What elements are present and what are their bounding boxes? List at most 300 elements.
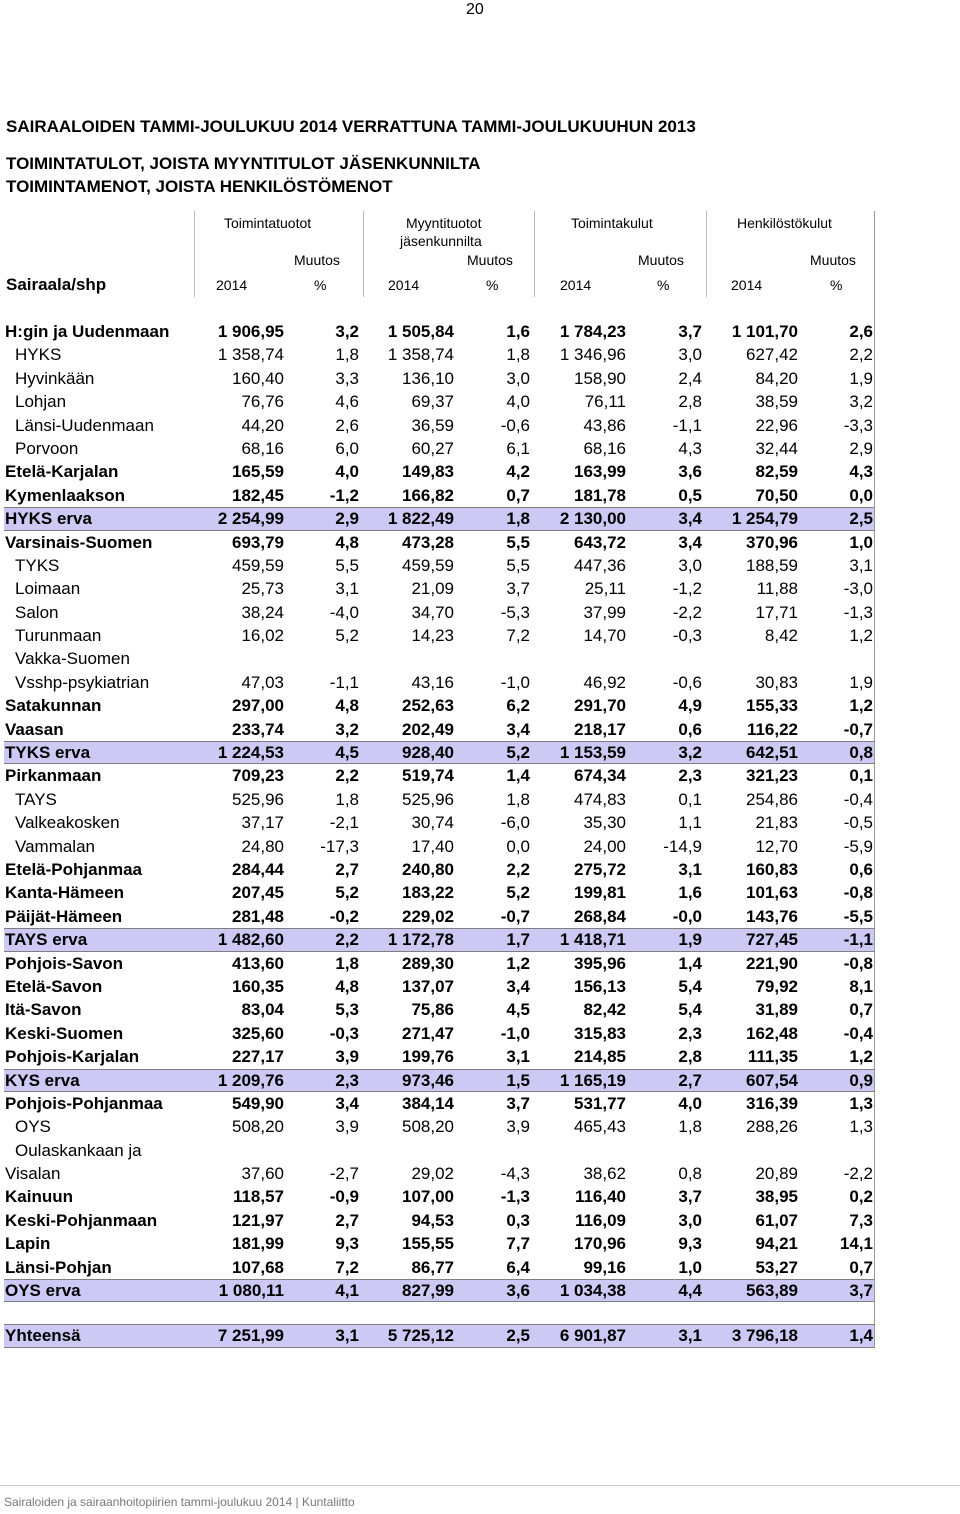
row-name: Salon — [15, 602, 59, 622]
value-change-pct: -0,7 — [843, 719, 873, 739]
value-change-pct: 3,4 — [506, 976, 530, 996]
row-name: Hyvinkään — [15, 368, 95, 388]
value-change-pct: 3,7 — [506, 1093, 530, 1113]
value-change-pct: 0,7 — [849, 1257, 873, 1277]
value-2014: 149,83 — [402, 462, 454, 482]
value-change-pct: 3,7 — [678, 1187, 702, 1207]
value-change-pct: 4,0 — [506, 392, 530, 412]
value-2014: 8,42 — [764, 626, 798, 646]
value-2014: 315,83 — [574, 1023, 626, 1043]
hospital-finance-table — [4, 211, 875, 1348]
table-row — [4, 1185, 875, 1208]
row-name: Keski-Pohjanmaan — [5, 1210, 158, 1230]
value-2014: 1 101,70 — [731, 322, 798, 341]
value-change-pct: -2,2 — [672, 602, 702, 622]
row-name: Turunmaan — [15, 626, 102, 646]
value-change-pct: 5,4 — [678, 976, 702, 996]
row-name: Länsi-Uudenmaan — [15, 415, 154, 435]
value-2014: 291,70 — [574, 696, 626, 716]
value-change-pct: -0,4 — [843, 789, 873, 809]
value-2014: 973,46 — [402, 1070, 454, 1090]
row-name: Oulaskankaan ja — [15, 1140, 142, 1160]
value-change-pct: 9,3 — [335, 1234, 359, 1254]
value-change-pct: 1,5 — [506, 1070, 530, 1090]
value-2014: 61,07 — [755, 1210, 798, 1230]
value-change-pct: 1,4 — [506, 766, 530, 786]
value-change-pct: 2,9 — [335, 509, 359, 529]
value-2014: 43,16 — [411, 672, 454, 692]
row-name: Kainuun — [5, 1187, 73, 1207]
value-2014: 525,96 — [402, 789, 454, 809]
header-group-myyntituotot-line2: jäsenkunnilta — [400, 233, 482, 249]
value-change-pct: 6,4 — [506, 1257, 530, 1277]
value-change-pct: 5,2 — [335, 883, 359, 903]
value-change-pct: 1,2 — [849, 626, 873, 646]
value-change-pct: 3,3 — [335, 368, 359, 388]
value-change-pct: -0,6 — [500, 415, 530, 435]
value-change-pct: 1,3 — [849, 1093, 873, 1113]
value-2014: 1 165,19 — [559, 1070, 626, 1090]
row-name: Valkeakosken — [15, 813, 120, 833]
row-name: Loimaan — [15, 579, 81, 599]
row-name: Pirkanmaan — [5, 766, 102, 786]
value-change-pct: -1,3 — [500, 1187, 530, 1207]
value-2014: 43,86 — [583, 415, 626, 435]
value-2014: 288,26 — [746, 1117, 798, 1137]
value-2014: 1 784,23 — [559, 322, 626, 341]
value-2014: 24,80 — [241, 836, 284, 856]
value-2014: 21,83 — [755, 813, 798, 833]
value-2014: 827,99 — [402, 1281, 454, 1301]
value-2014: 1 224,53 — [217, 743, 284, 763]
value-change-pct: -1,2 — [329, 485, 359, 505]
value-2014: 199,81 — [574, 883, 626, 903]
value-2014: 268,84 — [574, 906, 626, 926]
value-change-pct: 3,1 — [678, 859, 702, 879]
value-2014: 218,17 — [574, 719, 626, 739]
value-2014: 14,70 — [583, 626, 626, 646]
row-name: Satakunnan — [5, 696, 102, 716]
value-2014: 252,63 — [402, 696, 454, 716]
value-2014: 5 725,12 — [387, 1326, 454, 1346]
row-name: OYS erva — [5, 1281, 81, 1301]
value-change-pct: 3,6 — [678, 462, 702, 482]
value-change-pct: -0,3 — [672, 626, 702, 646]
value-2014: 549,90 — [232, 1093, 284, 1113]
value-2014: 137,07 — [402, 976, 454, 996]
value-2014: 413,60 — [232, 953, 284, 973]
value-change-pct: 2,7 — [678, 1070, 702, 1090]
value-2014: 1 034,38 — [559, 1281, 626, 1301]
value-change-pct: 2,6 — [849, 322, 873, 341]
value-2014: 29,02 — [411, 1164, 454, 1184]
value-change-pct: 3,0 — [678, 345, 702, 365]
value-change-pct: -2,1 — [329, 813, 359, 833]
header-pct: % — [830, 277, 843, 293]
value-2014: 116,09 — [574, 1210, 626, 1230]
row-name: KYS erva — [5, 1070, 80, 1090]
value-change-pct: -0,3 — [329, 1023, 359, 1043]
value-change-pct: -4,0 — [329, 602, 359, 622]
value-2014: 76,76 — [241, 392, 284, 412]
value-2014: 370,96 — [746, 532, 798, 552]
report-title: SAIRAALOIDEN TAMMI-JOULUKUU 2014 VERRATTUNA TAMMI-JOULUKUUHUN 2013 — [6, 117, 696, 136]
table-row — [4, 1092, 875, 1115]
value-2014: 32,44 — [755, 438, 798, 458]
value-2014: 24,00 — [583, 836, 626, 856]
row-name: Vakka-Suomen — [15, 649, 130, 669]
value-2014: 70,50 — [755, 485, 798, 505]
value-2014: 31,89 — [755, 1000, 798, 1020]
value-2014: 38,95 — [755, 1187, 798, 1207]
value-2014: 163,99 — [574, 462, 626, 482]
value-2014: 38,59 — [755, 392, 798, 412]
value-2014: 166,82 — [402, 485, 454, 505]
value-change-pct: 1,4 — [678, 953, 702, 973]
header-muutos: Muutos — [810, 252, 856, 268]
value-2014: 1 482,60 — [217, 930, 284, 950]
value-2014: 38,62 — [583, 1164, 626, 1184]
value-change-pct: 3,9 — [335, 1117, 359, 1137]
value-change-pct: 0,0 — [849, 485, 873, 505]
value-2014: 25,11 — [584, 579, 626, 599]
row-name-line2: Visalan — [5, 1164, 61, 1184]
value-2014: 297,00 — [232, 696, 284, 716]
value-change-pct: 1,8 — [335, 789, 359, 809]
footer-divider — [0, 1485, 960, 1486]
table-row — [4, 460, 875, 483]
value-2014: 75,86 — [411, 1000, 454, 1020]
value-change-pct: -0,4 — [843, 1023, 873, 1043]
value-change-pct: 2,3 — [678, 766, 702, 786]
table-row — [4, 905, 875, 928]
value-change-pct: 2,7 — [335, 1210, 359, 1230]
value-change-pct: -0,0 — [672, 906, 702, 926]
value-2014: 447,36 — [574, 555, 626, 575]
value-change-pct: 2,2 — [849, 345, 873, 365]
value-change-pct: 2,8 — [678, 392, 702, 412]
value-change-pct: 1,7 — [506, 930, 530, 950]
value-change-pct: 1,8 — [506, 345, 530, 365]
row-name: Kymenlaakson — [5, 485, 125, 505]
value-change-pct: 5,3 — [335, 1000, 359, 1020]
value-change-pct: 7,2 — [506, 626, 530, 646]
row-name: HYKS erva — [5, 509, 92, 529]
value-change-pct: -3,3 — [843, 415, 873, 435]
value-2014: 1 906,95 — [217, 322, 284, 341]
value-2014: 1 080,11 — [218, 1281, 284, 1301]
value-change-pct: 3,2 — [678, 743, 702, 763]
value-change-pct: 4,4 — [678, 1281, 702, 1301]
value-2014: 25,73 — [241, 579, 284, 599]
value-2014: 275,72 — [574, 859, 626, 879]
value-2014: 107,00 — [402, 1187, 454, 1207]
value-change-pct: -5,3 — [500, 602, 530, 622]
table-row — [4, 1209, 875, 1232]
row-name: Yhteensä — [5, 1326, 81, 1346]
value-2014: 1 209,76 — [217, 1070, 284, 1090]
header-muutos: Muutos — [638, 252, 684, 268]
value-2014: 2 130,00 — [559, 509, 626, 529]
row-name: Etelä-Pohjanmaa — [5, 859, 142, 879]
value-change-pct: -1,0 — [500, 1023, 530, 1043]
table-row — [4, 952, 875, 975]
value-change-pct: 1,9 — [849, 368, 873, 388]
row-name: Etelä-Karjalan — [5, 462, 119, 482]
table-row — [4, 367, 875, 390]
value-2014: 2 254,99 — [217, 509, 284, 529]
value-2014: 233,74 — [232, 719, 284, 739]
table-row — [4, 320, 875, 343]
value-2014: 642,51 — [746, 743, 798, 763]
value-2014: 531,77 — [574, 1093, 626, 1113]
value-change-pct: 0,7 — [506, 485, 530, 505]
value-change-pct: 1,9 — [678, 930, 702, 950]
value-2014: 214,85 — [574, 1047, 626, 1067]
table-row — [4, 531, 875, 554]
table-row — [4, 577, 875, 600]
header-year: 2014 — [388, 277, 420, 293]
row-name: Keski-Suomen — [5, 1023, 124, 1043]
value-change-pct: 3,9 — [335, 1047, 359, 1067]
row-name: TYKS erva — [5, 743, 91, 763]
value-2014: 155,55 — [402, 1234, 454, 1254]
header-row-label: Sairaala/shp — [6, 275, 107, 294]
table-row — [4, 1256, 875, 1279]
value-change-pct: 7,3 — [849, 1210, 873, 1230]
value-change-pct: 0,2 — [849, 1187, 873, 1207]
value-change-pct: -0,2 — [329, 906, 359, 926]
value-change-pct: 0,8 — [849, 743, 873, 763]
value-change-pct: 3,1 — [506, 1047, 530, 1067]
value-change-pct: 4,0 — [335, 462, 359, 482]
value-2014: 240,80 — [402, 859, 454, 879]
table-row — [4, 881, 875, 904]
value-2014: 1 822,49 — [387, 509, 454, 529]
value-change-pct: 3,2 — [849, 392, 873, 412]
table-row — [4, 671, 875, 694]
value-change-pct: 5,2 — [335, 626, 359, 646]
table-summary-row — [4, 741, 875, 764]
table-row — [4, 788, 875, 811]
table-row — [4, 1302, 875, 1324]
value-2014: 202,49 — [402, 719, 454, 739]
value-change-pct: -0,9 — [329, 1187, 359, 1207]
value-2014: 519,74 — [402, 766, 454, 786]
value-2014: 47,03 — [241, 672, 284, 692]
value-2014: 182,45 — [232, 485, 284, 505]
value-change-pct: -1,1 — [672, 415, 702, 435]
table-row — [4, 624, 875, 647]
value-2014: 321,23 — [746, 766, 798, 786]
value-change-pct: 5,5 — [335, 555, 359, 575]
value-2014: 116,40 — [574, 1187, 626, 1207]
value-2014: 82,42 — [583, 1000, 626, 1020]
value-2014: 465,43 — [574, 1117, 626, 1137]
row-name: Pohjois-Karjalan — [5, 1047, 140, 1067]
value-change-pct: 5,2 — [506, 743, 530, 763]
page-number: 20 — [466, 1, 484, 18]
row-name: H:gin ja Uudenmaan — [5, 322, 170, 341]
value-change-pct: 3,7 — [849, 1281, 873, 1301]
value-change-pct: 0,8 — [678, 1164, 702, 1184]
row-name: Vaasan — [5, 719, 64, 739]
value-2014: 229,02 — [402, 906, 454, 926]
value-change-pct: 1,8 — [506, 509, 530, 529]
header-group-henkilostokulut: Henkilöstökulut — [737, 215, 832, 231]
value-change-pct: 14,1 — [839, 1234, 873, 1254]
value-change-pct: 2,6 — [335, 415, 359, 435]
value-2014: 17,71 — [755, 602, 798, 622]
value-change-pct: 2,2 — [335, 766, 359, 786]
value-change-pct: -4,3 — [500, 1164, 530, 1184]
row-name: Itä-Savon — [5, 1000, 82, 1020]
value-2014: 928,40 — [402, 743, 454, 763]
subtitle-expenses: TOIMINTAMENOT, JOISTA HENKILÖSTÖMENOT — [6, 177, 393, 196]
value-2014: 69,37 — [411, 392, 454, 412]
value-2014: 116,22 — [746, 719, 798, 739]
value-change-pct: 3,1 — [678, 1326, 702, 1346]
header-pct: % — [657, 277, 670, 293]
value-2014: 53,27 — [755, 1257, 798, 1277]
value-2014: 160,40 — [232, 368, 284, 388]
table-header — [4, 211, 875, 297]
table-row — [4, 998, 875, 1021]
table-summary-row — [4, 1279, 875, 1302]
value-2014: 17,40 — [411, 836, 454, 856]
value-change-pct: 1,0 — [849, 532, 873, 552]
value-change-pct: -1,1 — [843, 930, 873, 950]
value-2014: 99,16 — [583, 1257, 626, 1277]
value-change-pct: -14,9 — [663, 836, 702, 856]
value-2014: 207,45 — [232, 883, 284, 903]
value-2014: 155,33 — [746, 696, 798, 716]
header-muutos: Muutos — [294, 252, 340, 268]
value-change-pct: 1,8 — [335, 345, 359, 365]
value-change-pct: 1,8 — [506, 789, 530, 809]
value-2014: 3 796,18 — [731, 1326, 798, 1346]
value-2014: 395,96 — [574, 953, 626, 973]
table-row — [4, 601, 875, 624]
row-name: Varsinais-Suomen — [5, 532, 153, 552]
value-2014: 508,20 — [402, 1117, 454, 1137]
value-2014: 12,70 — [755, 836, 798, 856]
value-change-pct: 3,7 — [678, 322, 702, 341]
value-change-pct: 3,4 — [678, 532, 702, 552]
value-change-pct: 3,1 — [335, 1326, 359, 1346]
value-2014: 86,77 — [411, 1257, 454, 1277]
value-change-pct: -0,8 — [843, 883, 873, 903]
value-2014: 1 346,96 — [559, 345, 626, 365]
value-2014: 84,20 — [755, 368, 798, 388]
value-2014: 68,16 — [583, 438, 626, 458]
value-2014: 30,74 — [411, 813, 454, 833]
row-name: Kanta-Hämeen — [5, 883, 125, 903]
header-group-myyntituotot: Myyntituotot — [406, 215, 482, 231]
value-change-pct: 3,2 — [335, 322, 359, 341]
value-change-pct: 4,5 — [335, 743, 359, 763]
value-2014: 79,92 — [755, 976, 798, 996]
value-change-pct: 3,7 — [506, 579, 530, 599]
row-name: Lohjan — [15, 392, 67, 412]
value-change-pct: 7,2 — [335, 1257, 359, 1277]
value-change-pct: 4,1 — [335, 1281, 359, 1301]
table-summary-row — [4, 1324, 875, 1347]
value-2014: 158,90 — [574, 368, 626, 388]
value-2014: 459,59 — [402, 555, 454, 575]
value-2014: 170,96 — [574, 1234, 626, 1254]
value-2014: 107,68 — [232, 1257, 284, 1277]
value-2014: 1 153,59 — [559, 743, 626, 763]
value-change-pct: -2,2 — [843, 1164, 873, 1184]
row-name: HYKS — [15, 345, 62, 365]
value-change-pct: 0,5 — [678, 485, 702, 505]
value-change-pct: -1,3 — [843, 602, 873, 622]
value-change-pct: -6,0 — [500, 813, 530, 833]
value-2014: 83,04 — [241, 1000, 284, 1020]
value-2014: 162,48 — [746, 1023, 798, 1043]
table-row — [4, 811, 875, 834]
table-summary-row — [4, 507, 875, 530]
value-change-pct: -0,5 — [843, 813, 873, 833]
value-2014: 143,76 — [746, 906, 798, 926]
value-2014: 643,72 — [574, 532, 626, 552]
value-2014: 183,22 — [402, 883, 454, 903]
value-change-pct: 6,2 — [506, 696, 530, 716]
value-change-pct: 0,9 — [849, 1070, 873, 1090]
table-row — [4, 437, 875, 460]
value-2014: 22,96 — [755, 415, 798, 435]
value-change-pct: 3,2 — [335, 719, 359, 739]
header-pct: % — [314, 277, 327, 293]
value-change-pct: 6,0 — [335, 438, 359, 458]
value-2014: 21,09 — [411, 579, 454, 599]
value-change-pct: 2,5 — [849, 509, 873, 529]
row-name: Lapin — [5, 1234, 51, 1254]
value-2014: 30,83 — [755, 672, 798, 692]
value-2014: 94,53 — [411, 1210, 454, 1230]
value-2014: 68,16 — [241, 438, 284, 458]
value-change-pct: 3,9 — [506, 1117, 530, 1137]
value-change-pct: 4,0 — [678, 1093, 702, 1113]
value-2014: 221,90 — [746, 953, 798, 973]
value-change-pct: -1,0 — [500, 672, 530, 692]
value-2014: 693,79 — [232, 532, 284, 552]
table-row — [4, 647, 875, 670]
value-2014: 76,11 — [584, 392, 626, 412]
table-row — [4, 1022, 875, 1045]
value-change-pct: 2,5 — [506, 1326, 530, 1346]
table-row — [4, 390, 875, 413]
value-2014: 1 358,74 — [387, 345, 454, 365]
table-row — [4, 554, 875, 577]
value-2014: 727,45 — [746, 930, 798, 950]
value-2014: 473,28 — [402, 532, 454, 552]
value-change-pct: 1,2 — [849, 1047, 873, 1067]
value-2014: 1 172,78 — [387, 930, 454, 950]
value-change-pct: 0,7 — [849, 1000, 873, 1020]
row-name: Porvoon — [15, 438, 79, 458]
value-2014: 156,13 — [574, 976, 626, 996]
value-change-pct: -5,9 — [843, 836, 873, 856]
value-change-pct: 3,6 — [506, 1281, 530, 1301]
value-2014: 525,96 — [232, 789, 284, 809]
value-2014: 37,99 — [583, 602, 626, 622]
value-2014: 627,42 — [746, 345, 798, 365]
row-name: TAYS — [15, 789, 57, 809]
table-row — [4, 343, 875, 366]
value-change-pct: -3,0 — [843, 579, 873, 599]
